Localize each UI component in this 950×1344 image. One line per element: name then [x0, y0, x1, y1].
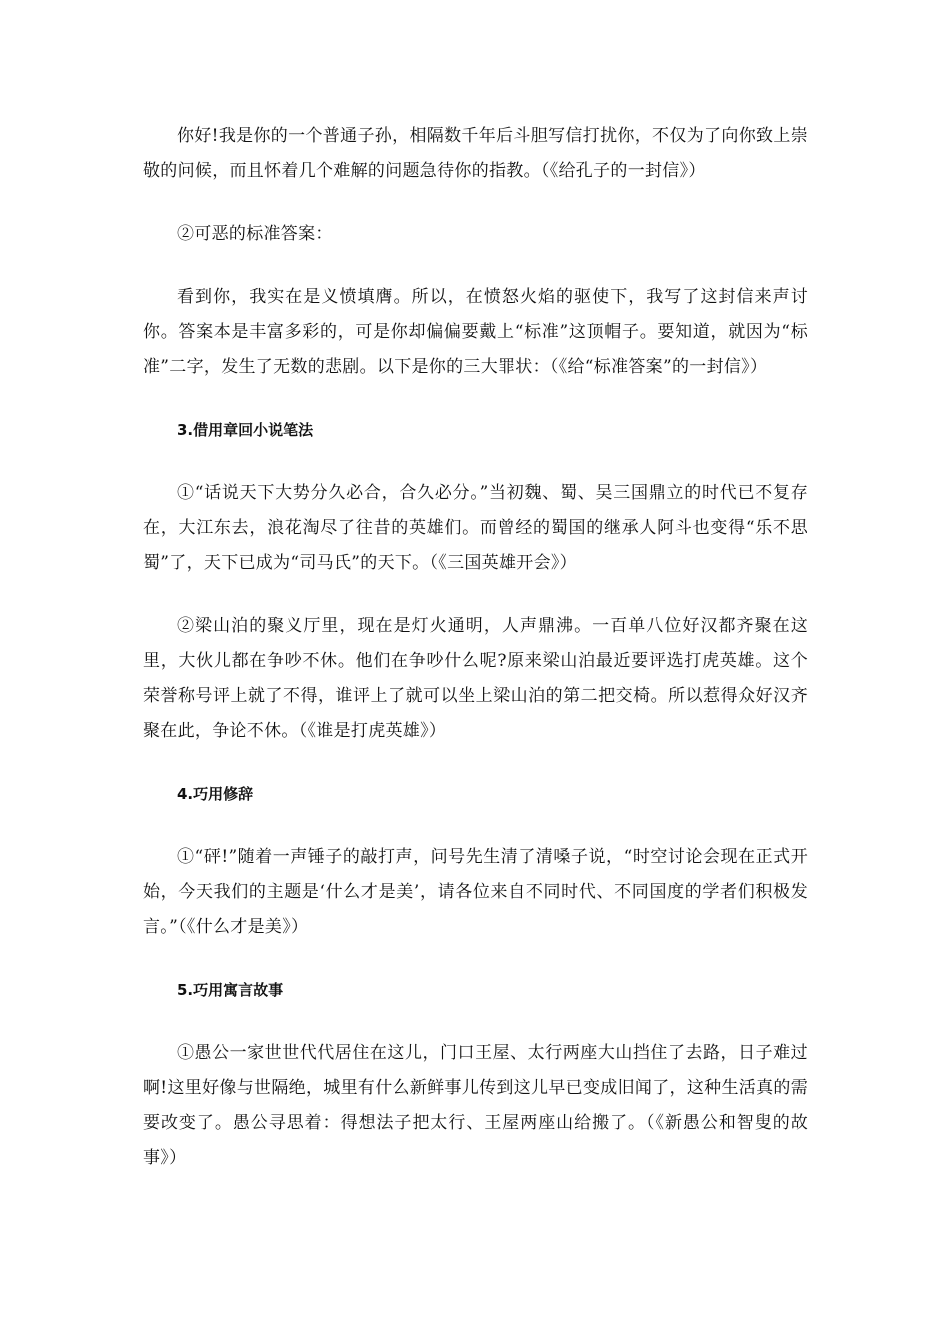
paragraph-liangshan: ②梁山泊的聚义厅里，现在是灯火通明，人声鼎沸。一百单八位好汉都齐聚在这里，大伙儿都在争吵不休。他们在争吵什么呢?原来梁山泊最近要评选打虎英雄。这个荣誉称号评上就了不得，谁评上了就可以坐上梁山泊的第二把交椅。所以惹得众好汉齐聚在此，争论不休。（《谁是打虎英雄》）	[143, 616, 808, 741]
paragraph-standard-answer-letter: 看到你，我实在是义愤填膺。所以，在愤怒火焰的驱使下，我写了这封信来声讨你。答案本是丰富多彩的，可是你却偏偏要戴上“标准”这顶帽子。要知道，就因为“标准”二字，发生了无数的悲剧。以下是你的三大罪状：（《给“标准答案”的一封信》）	[143, 287, 808, 377]
paragraph-standard-answer-label: ②可恶的标准答案：	[177, 224, 333, 244]
section-heading-5: 5.巧用寓言故事	[177, 981, 284, 999]
section-heading-3: 3.借用章回小说笔法	[177, 421, 314, 439]
section-heading-4: 4.巧用修辞	[177, 785, 254, 803]
paragraph-what-is-beauty: ①“砰!”随着一声锤子的敲打声，问号先生清了清嗓子说，“时空讨论会现在正式开始，今天我们的主题是‘什么才是美’，请各位来自不同时代、不同国度的学者们积极发言。”（《什么才是美》）	[143, 847, 808, 937]
paragraph-three-kingdoms: ①“话说天下大势分久必合，合久必分。”当初魏、蜀、吴三国鼎立的时代已不复存在，大江东去，浪花淘尽了往昔的英雄们。而曾经的蜀国的继承人阿斗也变得“乐不思蜀”了，天下已成为“司马氏”的天下。（《三国英雄开会》）	[143, 483, 808, 573]
paragraph-letter-to-confucius: 你好!我是你的一个普通子孙，相隔数千年后斗胆写信打扰你，不仅为了向你致上崇敬的问候，而且怀着几个难解的问题急待你的指教。（《给孔子的一封信》）	[143, 126, 808, 181]
paragraph-yugong: ①愚公一家世世代代居住在这儿，门口王屋、太行两座大山挡住了去路，日子难过啊!这里好像与世隔绝，城里有什么新鲜事儿传到这儿早已变成旧闻了，这种生活真的需要改变了。愚公寻思着：得想法子把太行、王屋两座山给搬了。（《新愚公和智叟的故事》）	[143, 1043, 808, 1168]
